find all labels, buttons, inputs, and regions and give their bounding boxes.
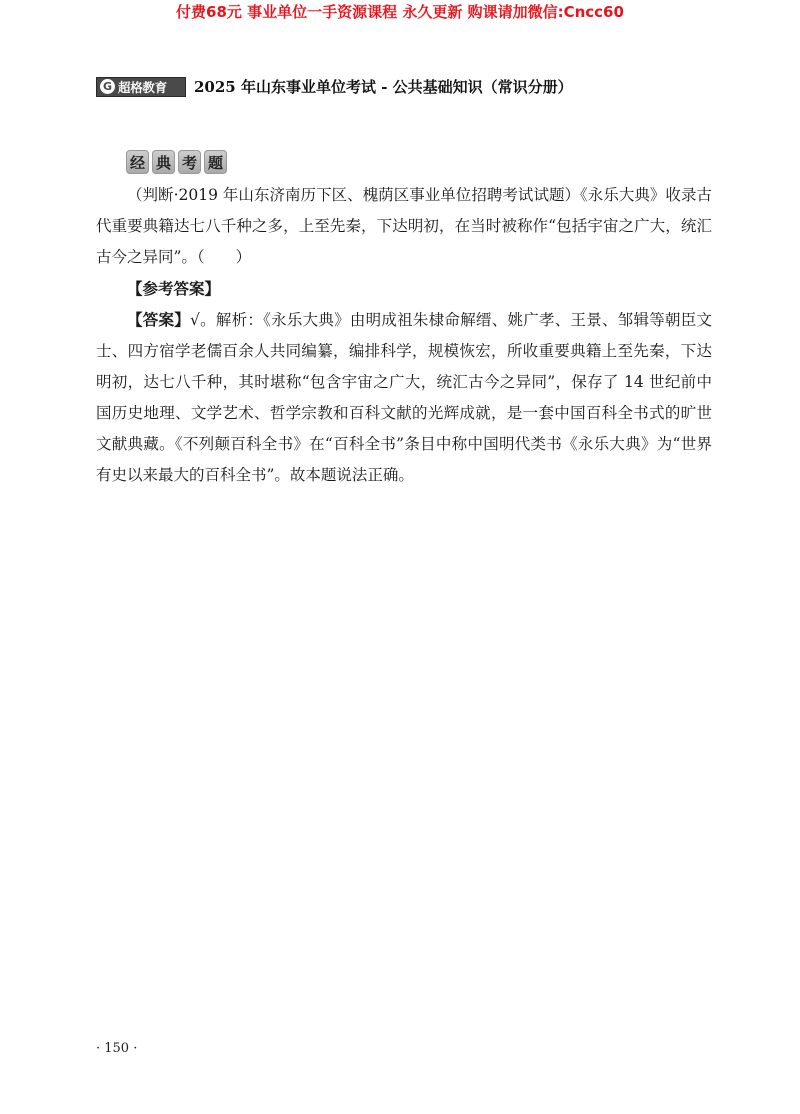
publisher-logo <box>96 77 186 97</box>
logo-g-icon <box>100 79 115 94</box>
question-text: （判断·2019 年山东济南历下区、槐荫区事业单位招聘考试试题）《永乐大典》收录古代重要典籍达七八千种之多，上至先秦，下达明初，在当时被称作“包括宇宙之广大，统汇古今之异同”。（ ） <box>96 186 712 266</box>
logo-mark-letter: G <box>102 80 113 93</box>
main-content <box>96 180 712 491</box>
badge-char: 典 <box>152 150 175 174</box>
badge-char: 经 <box>126 150 149 174</box>
badge-char: 考 <box>178 150 201 174</box>
reference-answer-heading: 【参考答案】 <box>127 279 221 298</box>
answer-paragraph <box>96 304 712 491</box>
page-number: · 150 · <box>96 1041 138 1056</box>
logo-text: 超格教育 <box>118 79 167 95</box>
book-title: 2025 年山东事业单位考试 - 公共基础知识（常识分册） <box>194 78 573 96</box>
watermark-banner: 付费68元 事业单位一手资源课程 永久更新 购课请加微信:Cncc60 <box>176 3 624 21</box>
answer-label: 【答案】 <box>127 310 191 329</box>
section-badge-classic-questions <box>126 150 230 174</box>
answer-text: √。解析：《永乐大典》由明成祖朱棣命解缙、姚广孝、王景、邹辑等朝臣文士、四方宿学老儒百余人共同编纂，编排科学，规模恢宏，所收重要典籍上至先秦，下达明初，达七八千种，其时堪称“包含宇宙之广大，统汇古今之异同”，保存了 14 世纪前中国历史地理、文学艺术、哲学宗教和百科文献的光辉成就，是一套中国百科全书式的旷世文献典藏。《不列颠百科全书》在“百科全书”条目中称中国明代类书《永乐大典》为“世界有史以来最大的百科全书”。故本题说法正确。 <box>96 311 712 484</box>
badge-char: 题 <box>204 150 227 174</box>
page-header <box>96 76 573 97</box>
